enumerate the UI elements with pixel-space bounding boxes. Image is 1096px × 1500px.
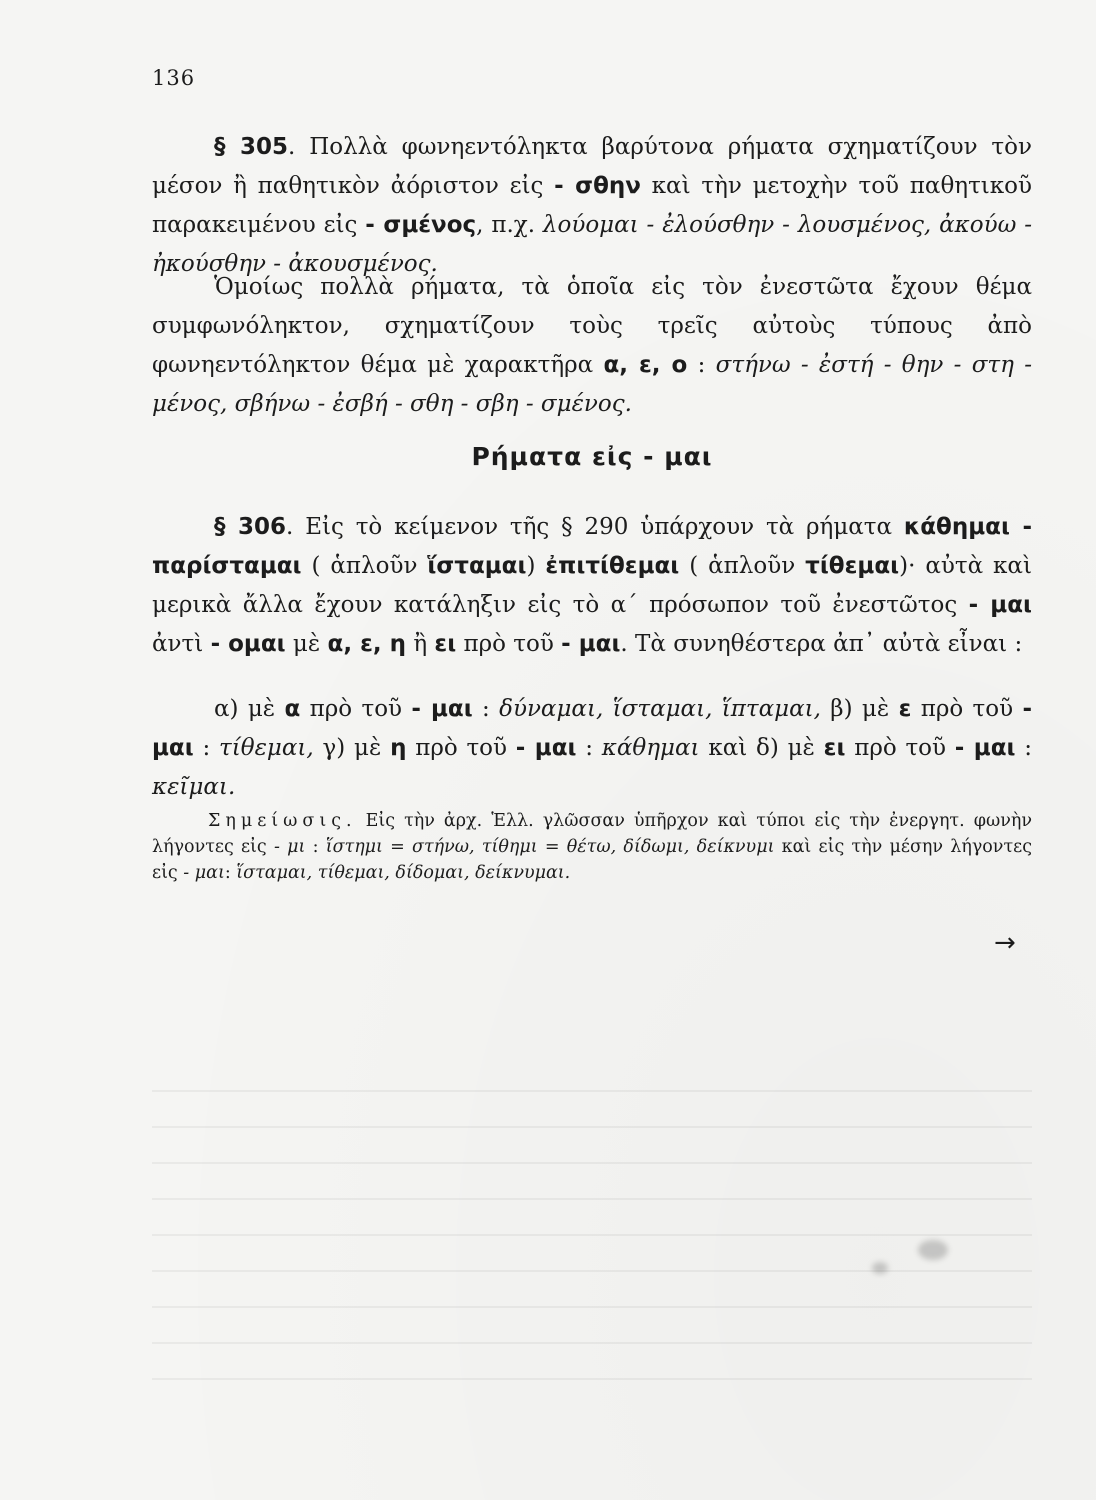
ink-smudge [872,1262,888,1274]
section-number-305: § 305 [214,134,289,160]
note-paragraph: Σημείωσις. Εἰς τὴν ἀρχ. Ἑλλ. γλῶσσαν ὑπῆρχον καὶ τύποι εἰς τὴν ἐνεργητ. φωνὴν λήγοντες εἰς - μι : ἵστημι = στήνω, τίθημι = θέτω, δίδωμι, δείκνυμι καὶ εἰς τὴν μέσην λήγοντες εἰς - μαι: ἵσταμαι, τίθεμαι, δίδομαι, δείκνυμαι. [152,811,1032,883]
bleed-through-texture [152,1090,1032,1420]
section-number-306: § 306 [214,514,287,540]
paragraph-homoios: Ὁμοίως πολλὰ ρήματα, τὰ ὁποῖα εἰς τὸν ἐνεστῶτα ἔχουν θέμα συμφωνόληκτον, σχηματίζουν τοὺς τρεῖς αὐτοὺς τύπους ἀπὸ φωνηεντόληκτον θέμα μὲ χαρακτῆρα α, ε, ο : στήνω - ἐστή - θην - στη - μένος, σβήνω - ἐσβή - σθη - σβη - σμένος. [152,274,1032,417]
paragraph-306: § 306. Εἰς τὸ κείμενον τῆς § 290 ὑπάρχουν τὰ ρήματα κάθημαι - παρίσταμαι ( ἁπλοῦν ἵσταμαι) ἐπιτίθεμαι ( ἁπλοῦν τίθεμαι)· αὐτὰ καὶ μερικὰ ἄλλα ἔχουν κατάληξιν εἰς τὸ α΄ πρόσωπον τοῦ ἐνεστῶτος - μαι ἀντὶ - ομαι μὲ α, ε, η ἢ ει πρὸ τοῦ - μαι. Τὰ συνηθέστερα ἀπ᾿ αὐτὰ εἶναι : [152,514,1032,657]
section-heading: Ρήματα εἰς - μαι [471,442,713,471]
paragraph-examples: α) μὲ α πρὸ τοῦ - μαι : δύναμαι, ἵσταμαι, ἵπταμαι, β) μὲ ε πρὸ τοῦ - μαι : τίθεμαι, γ) μὲ η πρὸ τοῦ - μαι : κάθημαι καὶ δ) μὲ ει πρὸ τοῦ - μαι : κεῖμαι. [152,696,1033,800]
ink-smudge [918,1240,948,1260]
note-label: Σημείωσις. [208,811,357,831]
continue-arrow-icon: → [994,928,1016,958]
paragraph-305: § 305. Πολλὰ φωνηεντόληκτα βαρύτονα ρήματα σχηματίζουν τὸν μέσον ἢ παθητικὸν ἀόριστον εἰς - σθην καὶ τὴν μετοχὴν τοῦ παθητικοῦ παρακειμένου εἰς - σμένος, π.χ. λούομαι - ἐλούσθην - λουσμένος, ἀκούω - ἠκούσθην - ἀκουσμένος. [152,134,1033,277]
page-number: 136 [152,66,196,90]
